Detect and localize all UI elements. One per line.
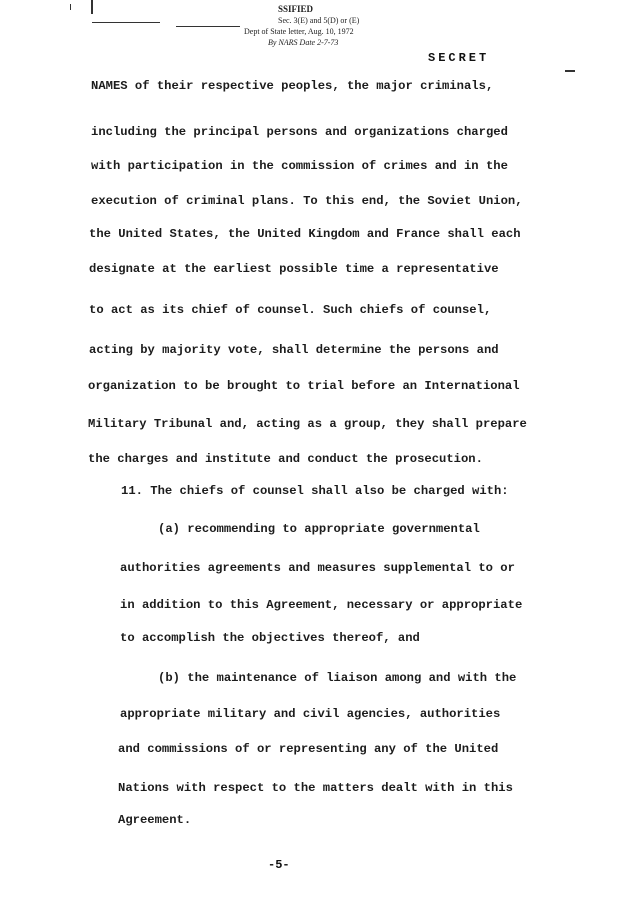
scan-mark <box>91 0 93 14</box>
classification-marking: SECRET <box>428 51 490 65</box>
scan-mark <box>70 4 71 10</box>
scan-mark <box>176 26 240 27</box>
text-line: NAMES of their respective peoples, the major criminals, <box>91 79 494 93</box>
text-line: including the principal persons and organizations charged <box>91 125 508 139</box>
text-line: execution of criminal plans. To this end, the Soviet Union, <box>91 194 523 208</box>
text-line: organization to be brought to trial before an International <box>88 379 520 393</box>
text-line: Agreement. <box>118 813 192 827</box>
text-line: the United States, the United Kingdom and France shall each <box>89 227 521 241</box>
page-number: -5- <box>268 858 290 872</box>
text-line: the charges and institute and conduct the prosecution. <box>88 452 483 466</box>
text-line: designate at the earliest possible time a representative <box>89 262 499 276</box>
stamp-line: Sec. 3(E) and 5(D) or (E) <box>278 16 360 25</box>
declassification-stamp <box>244 4 414 48</box>
text-line: acting by majority vote, shall determine the persons and <box>89 343 499 357</box>
text-line: 11. The chiefs of counsel shall also be charged with: <box>121 484 509 498</box>
text-line: (a) recommending to appropriate governmental <box>158 522 480 536</box>
text-line: authorities agreements and measures supplemental to or <box>120 561 515 575</box>
text-line: with participation in the commission of crimes and in the <box>91 159 508 173</box>
stamp-line: Dept of State letter, Aug. 10, 1972 <box>244 27 354 36</box>
text-line: to accomplish the objectives thereof, and <box>120 631 420 645</box>
stamp-line: By NARS Date 2-7-73 <box>268 38 339 47</box>
text-line: Military Tribunal and, acting as a group, they shall prepare <box>88 417 527 431</box>
text-line: appropriate military and civil agencies, authorities <box>120 707 501 721</box>
scan-mark <box>565 70 575 72</box>
scan-mark <box>92 22 160 23</box>
text-line: Nations with respect to the matters dealt with in this <box>118 781 513 795</box>
stamp-line: SSIFIED <box>278 4 314 14</box>
text-line: in addition to this Agreement, necessary or appropriate <box>120 598 523 612</box>
text-line: (b) the maintenance of liaison among and with the <box>158 671 517 685</box>
text-line: to act as its chief of counsel. Such chiefs of counsel, <box>89 303 492 317</box>
text-line: and commissions of or representing any of the United <box>118 742 499 756</box>
